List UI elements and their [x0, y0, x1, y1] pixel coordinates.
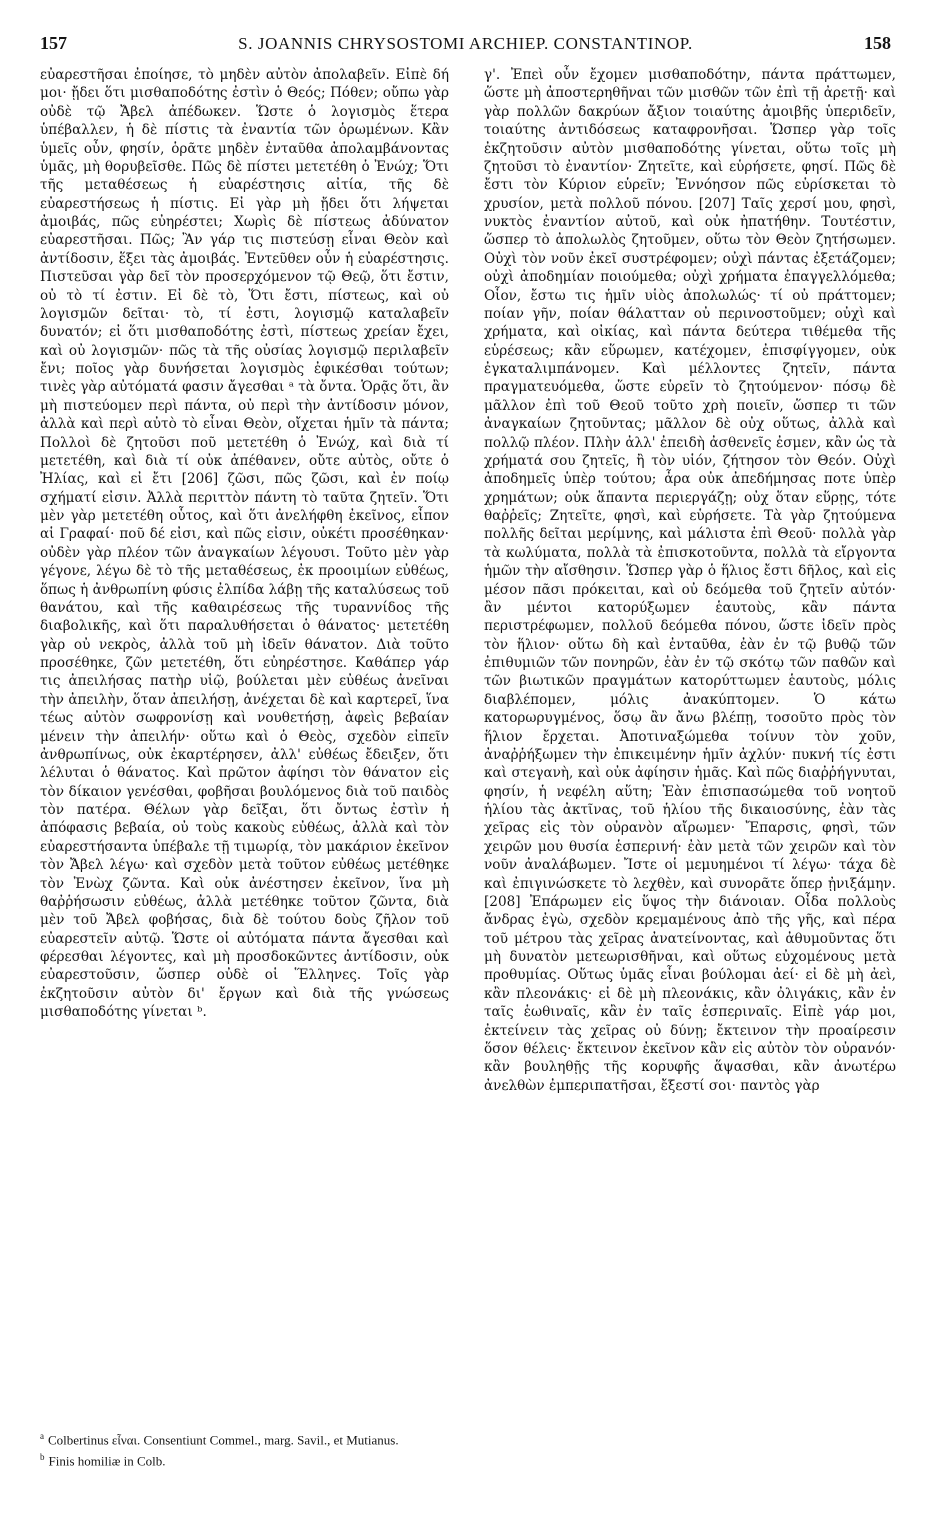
page-number-left: 157	[40, 33, 67, 53]
footnotes	[40, 1428, 449, 1470]
left-column	[40, 66, 449, 1022]
footnote-b-text: Finis homiliæ in Colb.	[48, 1453, 166, 1469]
footnote-b	[40, 1449, 449, 1470]
right-column-text: γ'. Ἐπεὶ οὖν ἔχομεν μισθαποδότην, πάντα πράττωμεν, ὥστε μὴ ἀποστερηθῆναι τῶν μισθῶν τῶν ἐπὶ τῇ ἀρετῇ· καὶ γὰρ πολλῶν δακρύων ἄξιον τοιαύτης ἀμοιβῆς ὑπεριδεῖν, τοιαύτης ἀντιδόσεως καταφρονῆσαι. Ὥσπερ γὰρ τοῖς ἐκζητοῦσιν αὐτὸν μισθαποδότης γίνεται, οὕτω τοῖς μὴ ζητοῦσι τὸ ἐναντίον· Ζητεῖτε, καὶ εὑρήσετε, φησί. Πῶς δὲ ἔστι τὸν Κύριον εὑρεῖν; Ἐννόησον πῶς εὑρίσκεται τὸ χρυσίον, μετὰ πολλοῦ πόνου. [207] Ταῖς χερσί μου, φησὶ, νυκτὸς ἐναντίον αὐτοῦ, καὶ οὐκ ἠπατήθην. Τουτέστιν, ὥσπερ τὸ ἀπολωλὸς ζητοῦμεν, οὕτω τὸν Θεὸν ζητήσωμεν. Οὐχὶ τὸν νοῦν ἐκεῖ συστρέφομεν; οὐχὶ πάντας ἐξετάζομεν; οὐχὶ ἀποδημίαν ποιούμεθα; οὐχὶ χρήματα ἐπαγγελλόμεθα; Οἷον, ἔστω τις ἡμῖν υἱὸς ἀπολωλώς· τί οὐ πράττομεν; ποίαν γῆν, ποίαν θάλατταν οὐ περινοστοῦμεν; οὐχὶ καὶ χρήματα, καὶ οἰκίας, καὶ πάντα δεύτερα τιθέμεθα τῆς εὑρέσεως; κἂν εὕρωμεν, κατέχομεν, ἐπισφίγγομεν, οὐκ ἐγκαταλιμπάνομεν. Καὶ μέλλοντες ζητεῖν, πάντα πραγματευόμεθα, ὥστε εὑρεῖν τὸ ζητούμενον· πόσῳ δὲ μᾶλλον ἐπὶ τοῦ Θεοῦ τοῦτο χρὴ ποιεῖν, ὥσπερ τι τῶν ἀναγκαίων ζητοῦντας; μᾶλλον δὲ οὐχ οὕτως, ἀλλὰ καὶ πολλῷ πλέον. Πλὴν ἀλλ' ἐπειδὴ ἀσθενεῖς ἐσμεν, κἂν ὡς τὰ χρήματά σου ζητεῖς, ἢ τὸν υἱόν, ζήτησον τὸν Θεόν. Οὐχὶ ἀποδημεῖς ὑπὲρ τούτου; ἆρα οὐκ ἀπεδήμησας ποτε ὑπὲρ χρημάτων; οὐκ ἅπαντα περιεργάζῃ; οὐχ ὅταν εὕρῃς, τότε θαῤῥεῖς; Ζητεῖτε, φησὶ, καὶ εὑρήσετε. Τὰ γὰρ ζητούμενα πολλῆς δεῖται μερίμνης, καὶ μάλιστα ἐπὶ Θεοῦ· πολλὰ γὰρ τὰ κωλύματα, πολλὰ τὰ ἐπισκοτοῦντα, πολλὰ τὰ εἴργοντα ἡμῶν τὴν αἴσθησιν. Ὥσπερ γὰρ ὁ ἥλιος ἔστι δῆλος, καὶ εἰς μέσον πᾶσι πρόκειται, καὶ οὐ δεόμεθα τοῦ ζητεῖν αὐτόν· ἂν μέντοι κατορύξωμεν ἑαυτοὺς, κἂν πάντα περιστρέφωμεν, πολλοῦ δεόμεθα πόνου, ὥστε ἰδεῖν πρὸς τὸν ἥλιον· οὕτω δὴ καὶ ἐνταῦθα, ἐὰν ἐν τῷ βυθῷ τῶν ἐπιθυμιῶν τῶν πονηρῶν, ἐὰν ἐν τῷ σκότῳ τῶν παθῶν καὶ τῶν βιωτικῶν πραγμάτων κατορύττωμεν ἑαυτοὺς, μόλις διαβλέπομεν, μόλις ἀνακύπτομεν. Ὁ κάτω κατορωρυγμένος, ὅσῳ ἂν ἄνω βλέπῃ, τοσοῦτο πρὸς τὸν ἥλιον ἔρχεται. Ἀποτιναξώμεθα τοίνυν τὸν χοῦν, ἀναῤῥήξωμεν τὴν ἐπικειμένην ἡμῖν ἀχλύν· πυκνή τίς ἐστι καὶ στεγανὴ, καὶ οὐκ ἀφίησιν ἡμᾶς. Καὶ πῶς διαῤῥήγνυται, φησίν, ἡ νεφέλη αὕτη; Ἐὰν ἐπισπασώμεθα τοῦ νοητοῦ ἡλίου τὰς ἀκτῖνας, τοῦ ἡλίου τῆς δικαιοσύνης, ἐὰν τὰς χεῖρας εἰς τὸν οὐρανὸν αἴρωμεν· Ἔπαρσις, φησὶ, τῶν χειρῶν μου θυσία ἑσπερινή· ἐὰν μετὰ τῶν χειρῶν καὶ τὸν νοῦν ἀναλάβωμεν. Ἴστε οἱ μεμυημένοι τί λέγω· τάχα δὲ καὶ ἐπιγινώσκετε τὸ λεχθὲν, καὶ συνορᾶτε ὅπερ ᾐνιξάμην. [208] Ἐπάρωμεν εἰς ὕψος τὴν διάνοιαν. Οἶδα πολλοὺς ἄνδρας ἐγὼ, σχεδὸν κρεμαμένους ἀπὸ τῆς γῆς, καὶ πέρα τοῦ μέτρου τὰς χεῖρας ἀνατείνοντας, καὶ ἀθυμοῦντας ὅτι μὴ δυνατὸν μετεωρισθῆναι, καὶ οὕτως εὐχομένους μετὰ προθυμίας. Οὕτως ὑμᾶς εἶναι βούλομαι ἀεί· εἰ δὲ μὴ ἀεὶ, κἂν πλεονάκις· εἰ δὲ μὴ πλεονάκις, κἂν ὀλιγάκις, κἂν ἐν ταῖς ἑωθιναῖς, κἂν ἐν ταῖς ἑσπεριναῖς. Εἰπὲ γάρ μοι, ἐκτείνειν τὰς χεῖρας οὐ δύνῃ; ἔκτεινον τὴν προαίρεσιν ὅσον θέλεις· ἔκτεινον ἐκεῖνον κἂν εἰς αὐτὸν τὸν οὐρανόν· κἂν βουληθῇς τῆς κορυφῆς ἅψασθαι, κἂν ἀνωτέρω ἀνελθὼν ἐμπεριπατῆσαι, ἔξεστί σοι· παντὸς γὰρ	[484, 67, 896, 1094]
footnote-b-mark: b	[40, 1451, 45, 1462]
right-column	[484, 66, 896, 1095]
running-title: S. JOANNIS CHRYSOSTOMI ARCHIEP. CONSTANTINOP.	[238, 34, 693, 53]
footnote-a-text: Colbertinus εἶναι. Consentiunt Commel., marg. Savil., et Mutianus.	[48, 1432, 399, 1448]
left-column-text: εὐαρεστῆσαι ἐποίησε, τὸ μηδὲν αὐτὸν ἀπολαβεῖν. Εἰπὲ δή μοι· ᾔδει ὅτι μισθαποδότης ἐστὶν ὁ Θεός; Πόθεν; οὔπω γὰρ οὐδὲ τῷ Ἄβελ ἀπέδωκεν. Ὥστε ὁ λογισμὸς ἕτερα ὑπέβαλλεν, ἡ δὲ πίστις τὰ ἐναντία τῶν ὁρωμένων. Κἂν ὑμεῖς οὖν, φησίν, ὁρᾶτε μηδὲν ἐνταῦθα ἀπολαμβάνοντας ὑμᾶς, μὴ θορυβεῖσθε. Πῶς δὲ πίστει μετετέθη ὁ Ἐνώχ; Ὅτι τῆς μεταθέσεως ἡ εὐαρέστησις αἰτία, τῆς δὲ εὐαρεστήσεως ἡ πίστις. Εἰ γὰρ μὴ ᾔδει ὅτι λήψεται ἀμοιβάς, πῶς εὐηρέστει; Χωρὶς δὲ πίστεως ἀδύνατον εὐαρεστῆσαι. Πῶς; Ἂν γάρ τις πιστεύσῃ εἶναι Θεὸν καὶ ἀντίδοσιν, ἕξει τὰς ἀμοιβάς. Ἐντεῦθεν οὖν ἡ εὐαρέστησις. Πιστεῦσαι γὰρ δεῖ τὸν προσερχόμενον τῷ Θεῷ, ὅτι ἔστιν, οὐ τὸ τί ἐστιν. Εἰ δὲ τὸ, Ὅτι ἔστι, πίστεως, καὶ οὐ λογισμῶν δεῖται· τὸ, τί ἐστι, λογισμῷ καταλαβεῖν δυνατόν; εἰ ὅτι μισθαποδότης ἐστὶ, πίστεως χρείαν ἔχει, καὶ οὐ λογισμῶν· πῶς τὰ τῆς οὐσίας λογισμῷ περιλαβεῖν ἔνι; ποῖος γὰρ δυνήσεται λογισμὸς ἐφικέσθαι τούτων; τινὲς γὰρ αὐτόματά φασιν ἄγεσθαι ᵃ τὰ ὄντα. Ὁρᾷς ὅτι, ἂν μὴ πιστεύομεν περὶ πάντα, οὐ περὶ τὴν ἀντίδοσιν μόνον, ἀλλὰ καὶ περὶ αὐτὸ τὸ εἶναι Θεὸν, οἴχεται ἡμῖν τὰ πάντα; Πολλοὶ δὲ ζητοῦσι ποῦ μετετέθη ὁ Ἐνώχ, καὶ διὰ τί μετετέθη, καὶ διὰ τί οὐκ ἀπέθανεν, οὔτε αὐτὸς, οὔτε ὁ Ἠλίας, καὶ εἰ ἔτι [206] ζῶσι, πῶς ζῶσι, καὶ ἐν ποίῳ σχήματί εἰσιν. Ἀλλὰ περιττὸν πάντη τὸ ταῦτα ζητεῖν. Ὅτι μὲν γὰρ μετετέθη οὗτος, καὶ ὅτι ἀνελήφθη ἐκεῖνος, εἶπον αἱ Γραφαί· ποῦ δέ εἰσι, καὶ πῶς εἰσιν, οὐκέτι προσέθηκαν· οὐδὲν γὰρ πλέον τῶν ἀναγκαίων λέγουσι. Τοῦτο μὲν γὰρ γέγονε, λέγω δὲ τὸ τῆς μεταθέσεως, ἐκ προοιμίων εὐθέως, ὅπως ἡ ἀνθρωπίνη φύσις ἐλπίδα λάβῃ τῆς καταλύσεως τοῦ θανάτου, καὶ τῆς καθαιρέσεως τῆς τυραννίδος τῆς διαβολικῆς, καὶ ὅτι παραλυθήσεται ὁ θάνατος· μετετέθη γὰρ οὐ νεκρὸς, ἀλλὰ τοῦ μὴ ἰδεῖν θάνατον. Διὰ τοῦτο προσέθηκε, ζῶν μετετέθη, ὅτι εὐηρέστησε. Καθάπερ γάρ τις ἀπειλήσας πατὴρ υἱῷ, βούλεται μὲν εὐθέως ἀνεῖναι τὴν ἀπειλὴν, ὅταν ἀπειλήσῃ, ἀνέχεται δὲ καὶ καρτερεῖ, ἵνα τέως αὐτὸν σωφρονίσῃ καὶ νουθετήσῃ, ἀφεὶς βεβαίαν μένειν τὴν ἀπειλήν· οὕτω καὶ ὁ Θεὸς, σχεδὸν εἰπεῖν ἀνθρωπίνως, οὐκ ἐκαρτέρησεν, ἀλλ' εὐθέως ἔδειξεν, ὅτι λέλυται ὁ θάνατος. Καὶ πρῶτον ἀφίησι τὸν θάνατον εἰς τὸν δίκαιον γενέσθαι, φοβῆσαι βουλόμενος διὰ τοῦ παιδὸς τὸν πατέρα. Θέλων γὰρ δεῖξαι, ὅτι ὄντως ἐστὶν ἡ ἀπόφασις βεβαία, οὐ τοὺς κακοὺς εὐθέως, ἀλλὰ καὶ τὸν εὐαρεστήσαντα ὑπέβαλε τῇ τιμωρίᾳ, τὸν μακάριον ἐκεῖνον τὸν Ἄβελ λέγω· καὶ σχεδὸν μετὰ τοῦτον εὐθέως μετέθηκε τὸν Ἐνὼχ ζῶντα. Καὶ οὐκ ἀνέστησεν ἐκεῖνον, ἵνα μὴ θαῤῥήσωσιν εὐθέως, ἀλλὰ μετέθηκε τοῦτον ζῶντα, διὰ μὲν τοῦ Ἄβελ φοβήσας, διὰ δὲ τούτου δοὺς ζῆλον τοῦ εὐαρεστεῖν αὐτῷ. Ὥστε οἱ αὐτόματα πάντα ἄγεσθαι καὶ φέρεσθαι λέγοντες, καὶ μὴ προσδοκῶντες ἀντίδοσιν, οὐκ εὐαρεστοῦσιν, ὥσπερ οὐδὲ οἱ Ἕλληνες. Τοῖς γὰρ ἐκζητοῦσιν αὐτὸν δι' ἔργων καὶ διὰ τῆς γνώσεως μισθαποδότης γίνεται ᵇ.	[40, 67, 449, 1021]
footnote-a-mark: a	[40, 1431, 44, 1441]
footnote-a	[40, 1428, 449, 1449]
page-number-right: 158	[864, 33, 891, 53]
running-header	[40, 33, 891, 57]
